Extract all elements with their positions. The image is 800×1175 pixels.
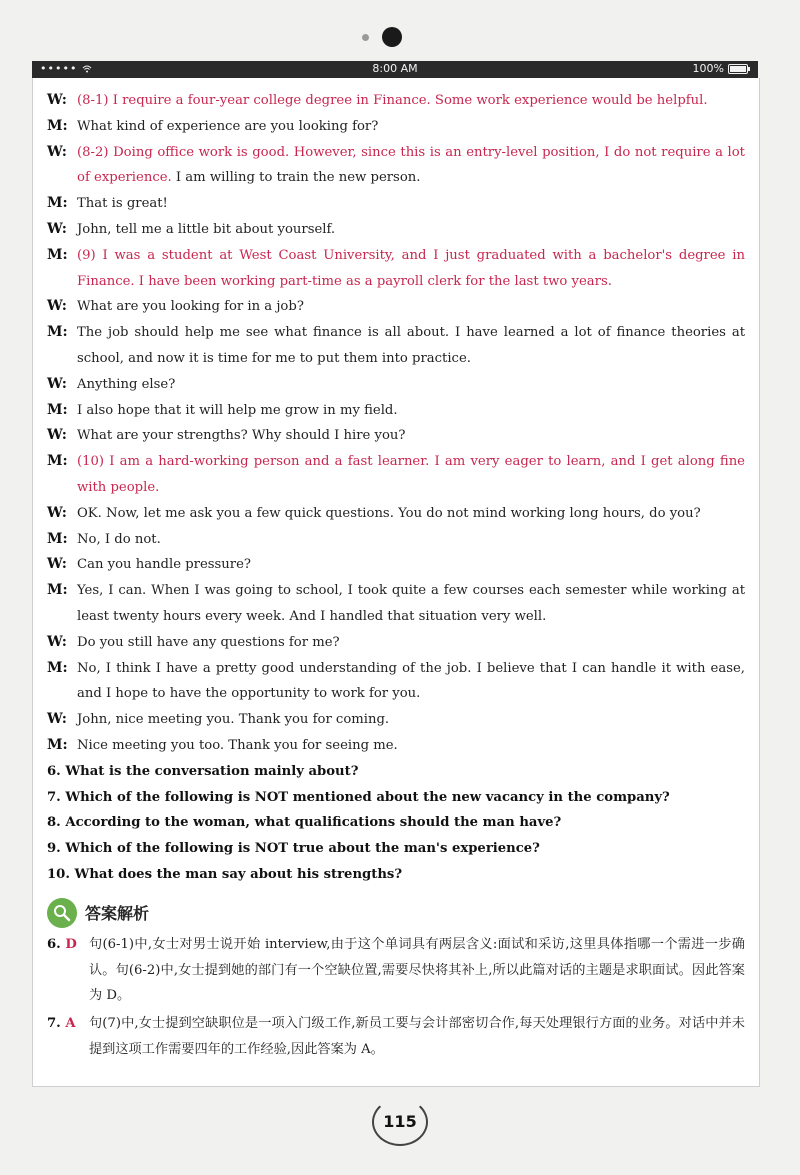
speaker-label: M: [47, 736, 68, 753]
question-number: 7. [47, 1016, 66, 1032]
answer-number [47, 1011, 89, 1063]
plain-text: What are your strengths? Why should I hire you? [77, 428, 406, 444]
dialogue-line [47, 372, 745, 398]
dialogue-text [77, 114, 745, 140]
plain-text: Can you handle pressure? [77, 557, 251, 573]
dialogue-text [77, 630, 745, 656]
highlighted-text: (10) I am a hard-working person and a fast learner. I am very eager to learn, and I get along fine with people. [77, 454, 745, 495]
battery-icon [728, 64, 748, 74]
answers-list [47, 932, 745, 1063]
plain-text: OK. Now, let me ask you a few quick questions. You do not mind working long hours, do you? [77, 505, 701, 521]
question-item: 10. What does the man say about his strengths? [47, 866, 403, 882]
dialogue-text [77, 372, 745, 398]
dialogue-text [77, 191, 745, 217]
dialogue-line [47, 578, 745, 630]
dialogue-line [47, 191, 745, 217]
speaker-label: W: [47, 220, 67, 237]
dialogue-line [47, 656, 745, 708]
dialogue-line [47, 707, 745, 733]
answer-section-title: 答案解析 [85, 904, 150, 924]
plain-text: I am willing to train the new person. [171, 170, 421, 186]
speaker-label: W: [47, 427, 67, 444]
dialogue-text [77, 320, 745, 372]
dialogue-line [47, 527, 745, 553]
speaker-label: W: [47, 556, 67, 573]
dialogue-text [77, 656, 745, 708]
plain-text: What kind of experience are you looking for? [77, 118, 379, 134]
speaker-label: W: [47, 92, 67, 108]
plain-text: John, tell me a little bit about yourself. [77, 221, 336, 237]
dialogue-text [77, 733, 745, 759]
dialogue-line [47, 243, 745, 295]
dialogue-line [47, 733, 745, 759]
dialogue-text [77, 501, 745, 527]
plain-text: No, I do not. [77, 531, 161, 547]
plain-text: I also hope that it will help me grow in my field. [77, 402, 398, 418]
dialogue-line [47, 630, 745, 656]
speaker-label: M: [47, 530, 68, 547]
speaker-label: M: [47, 582, 68, 599]
dialogue-text [77, 449, 745, 501]
speaker-label: W: [47, 375, 67, 392]
plain-text: What are you looking for in a job? [77, 299, 304, 315]
highlighted-text: (8-2) Doing office work is good. However, since this is an entry-level position, I do not require a lot of experience. [77, 144, 745, 186]
magnifier-icon [47, 898, 77, 928]
speaker-label: W: [47, 298, 67, 315]
highlighted-text: (9) I was a student at West Coast University, and I just graduated with a bachelor's degree in Finance. I have been working part-time as a payroll clerk for the last two years. [77, 247, 745, 289]
highlighted-text: (8-1) I require a four-year college degree in Finance. Some work experience would be helpful. [77, 93, 708, 108]
dialogue-line [47, 217, 745, 243]
questions-list [47, 759, 745, 888]
speaker-label: M: [47, 659, 68, 676]
answer-section-header [47, 898, 745, 928]
plain-text: The job should help me see what finance is all about. I have learned a lot of finance theories at school, and now it is time for me to put them into practice. [77, 325, 745, 366]
plain-text: Do you still have any questions for me? [77, 634, 340, 650]
dialogue-text [77, 140, 745, 192]
dialogue-line [47, 320, 745, 372]
battery-fill [730, 66, 746, 72]
dialogue-line [47, 449, 745, 501]
speaker-label: M: [47, 117, 68, 134]
answer-explanation: 句(6-1)中,女士对男士说开始 interview,由于这个单词具有两层含义:面试和采访,这里具体指哪一个需进一步确认。句(6-2)中,女士提到她的部门有一个空缺位置,需要尽快将其补上,所以此篇对话的主题是求职面试。因此答案为 D。 [89, 936, 745, 1004]
plain-text: Yes, I can. When I was going to school, I took quite a few courses each semester while working at least twenty hours every week. And I handled that situation very well. [77, 583, 745, 624]
speaker-label: M: [47, 195, 68, 212]
dialogue-text [77, 527, 745, 553]
answer-number [47, 932, 89, 1009]
page-number: 115 [372, 1098, 428, 1146]
dialogue-text [77, 294, 745, 320]
answer-explanation: 句(7)中,女士提到空缺职位是一项入门级工作,新员工要与会计部密切合作,每天处理银行方面的业务。对话中并未提到这项工作需要四年的工作经验,因此答案为 A。 [89, 1016, 745, 1057]
question-item: 8. According to the woman, what qualifications should the man have? [47, 815, 562, 831]
dialogue-text [77, 578, 745, 630]
sensor-dot [362, 34, 369, 41]
plain-text: John, nice meeting you. Thank you for coming. [77, 712, 390, 728]
dialogue-text [77, 707, 745, 733]
signal-indicator: ••••• [40, 62, 92, 75]
dialogue-line [47, 552, 745, 578]
answer-option: D [65, 936, 77, 952]
dialogue [47, 88, 745, 759]
answer-item [47, 932, 745, 1009]
device-camera [0, 24, 800, 50]
question-item: 7. Which of the following is NOT mentioned about the new vacancy in the company? [47, 789, 670, 805]
status-bar [32, 61, 758, 78]
dialogue-text [77, 217, 745, 243]
plain-text: No, I think I have a pretty good understanding of the job. I believe that I can handle it with ease, and I hope to have the opportunity to work for you. [77, 660, 745, 702]
dialogue-line [47, 423, 745, 449]
dialogue-line [47, 114, 745, 140]
question-item: 9. Which of the following is NOT true about the man's experience? [47, 841, 540, 857]
dialogue-text [77, 398, 745, 424]
speaker-label: M: [47, 324, 68, 341]
speaker-label: W: [47, 633, 67, 650]
dialogue-line [47, 501, 745, 527]
dialogue-line [47, 294, 745, 320]
speaker-label: M: [47, 401, 68, 418]
speaker-label: M: [47, 246, 68, 263]
dialogue-line [47, 140, 745, 192]
question-item: 6. What is the conversation mainly about? [47, 763, 359, 779]
speaker-label: W: [47, 504, 67, 521]
dialogue-text [77, 423, 745, 449]
speaker-label: W: [47, 143, 67, 160]
status-time: 8:00 AM [372, 62, 418, 75]
battery-status [693, 62, 748, 75]
battery-percent: 100% [692, 62, 724, 75]
page-number-area [0, 1098, 800, 1146]
plain-text: Anything else? [77, 376, 176, 392]
dialogue-text [77, 88, 745, 114]
plain-text: Nice meeting you too. Thank you for seeing me. [77, 737, 398, 753]
plain-text: That is great! [77, 196, 168, 212]
question-number: 6. [47, 936, 66, 952]
speaker-label: W: [47, 711, 67, 728]
dialogue-line [47, 88, 745, 114]
dialogue-text [77, 552, 745, 578]
dialogue-line [47, 398, 745, 424]
speaker-label: M: [47, 453, 68, 470]
page-content [47, 88, 745, 1065]
camera-lens [382, 27, 402, 47]
answer-option: A [65, 1016, 76, 1032]
answer-item [47, 1011, 745, 1063]
document-page [32, 78, 760, 1087]
dialogue-text [77, 243, 745, 295]
